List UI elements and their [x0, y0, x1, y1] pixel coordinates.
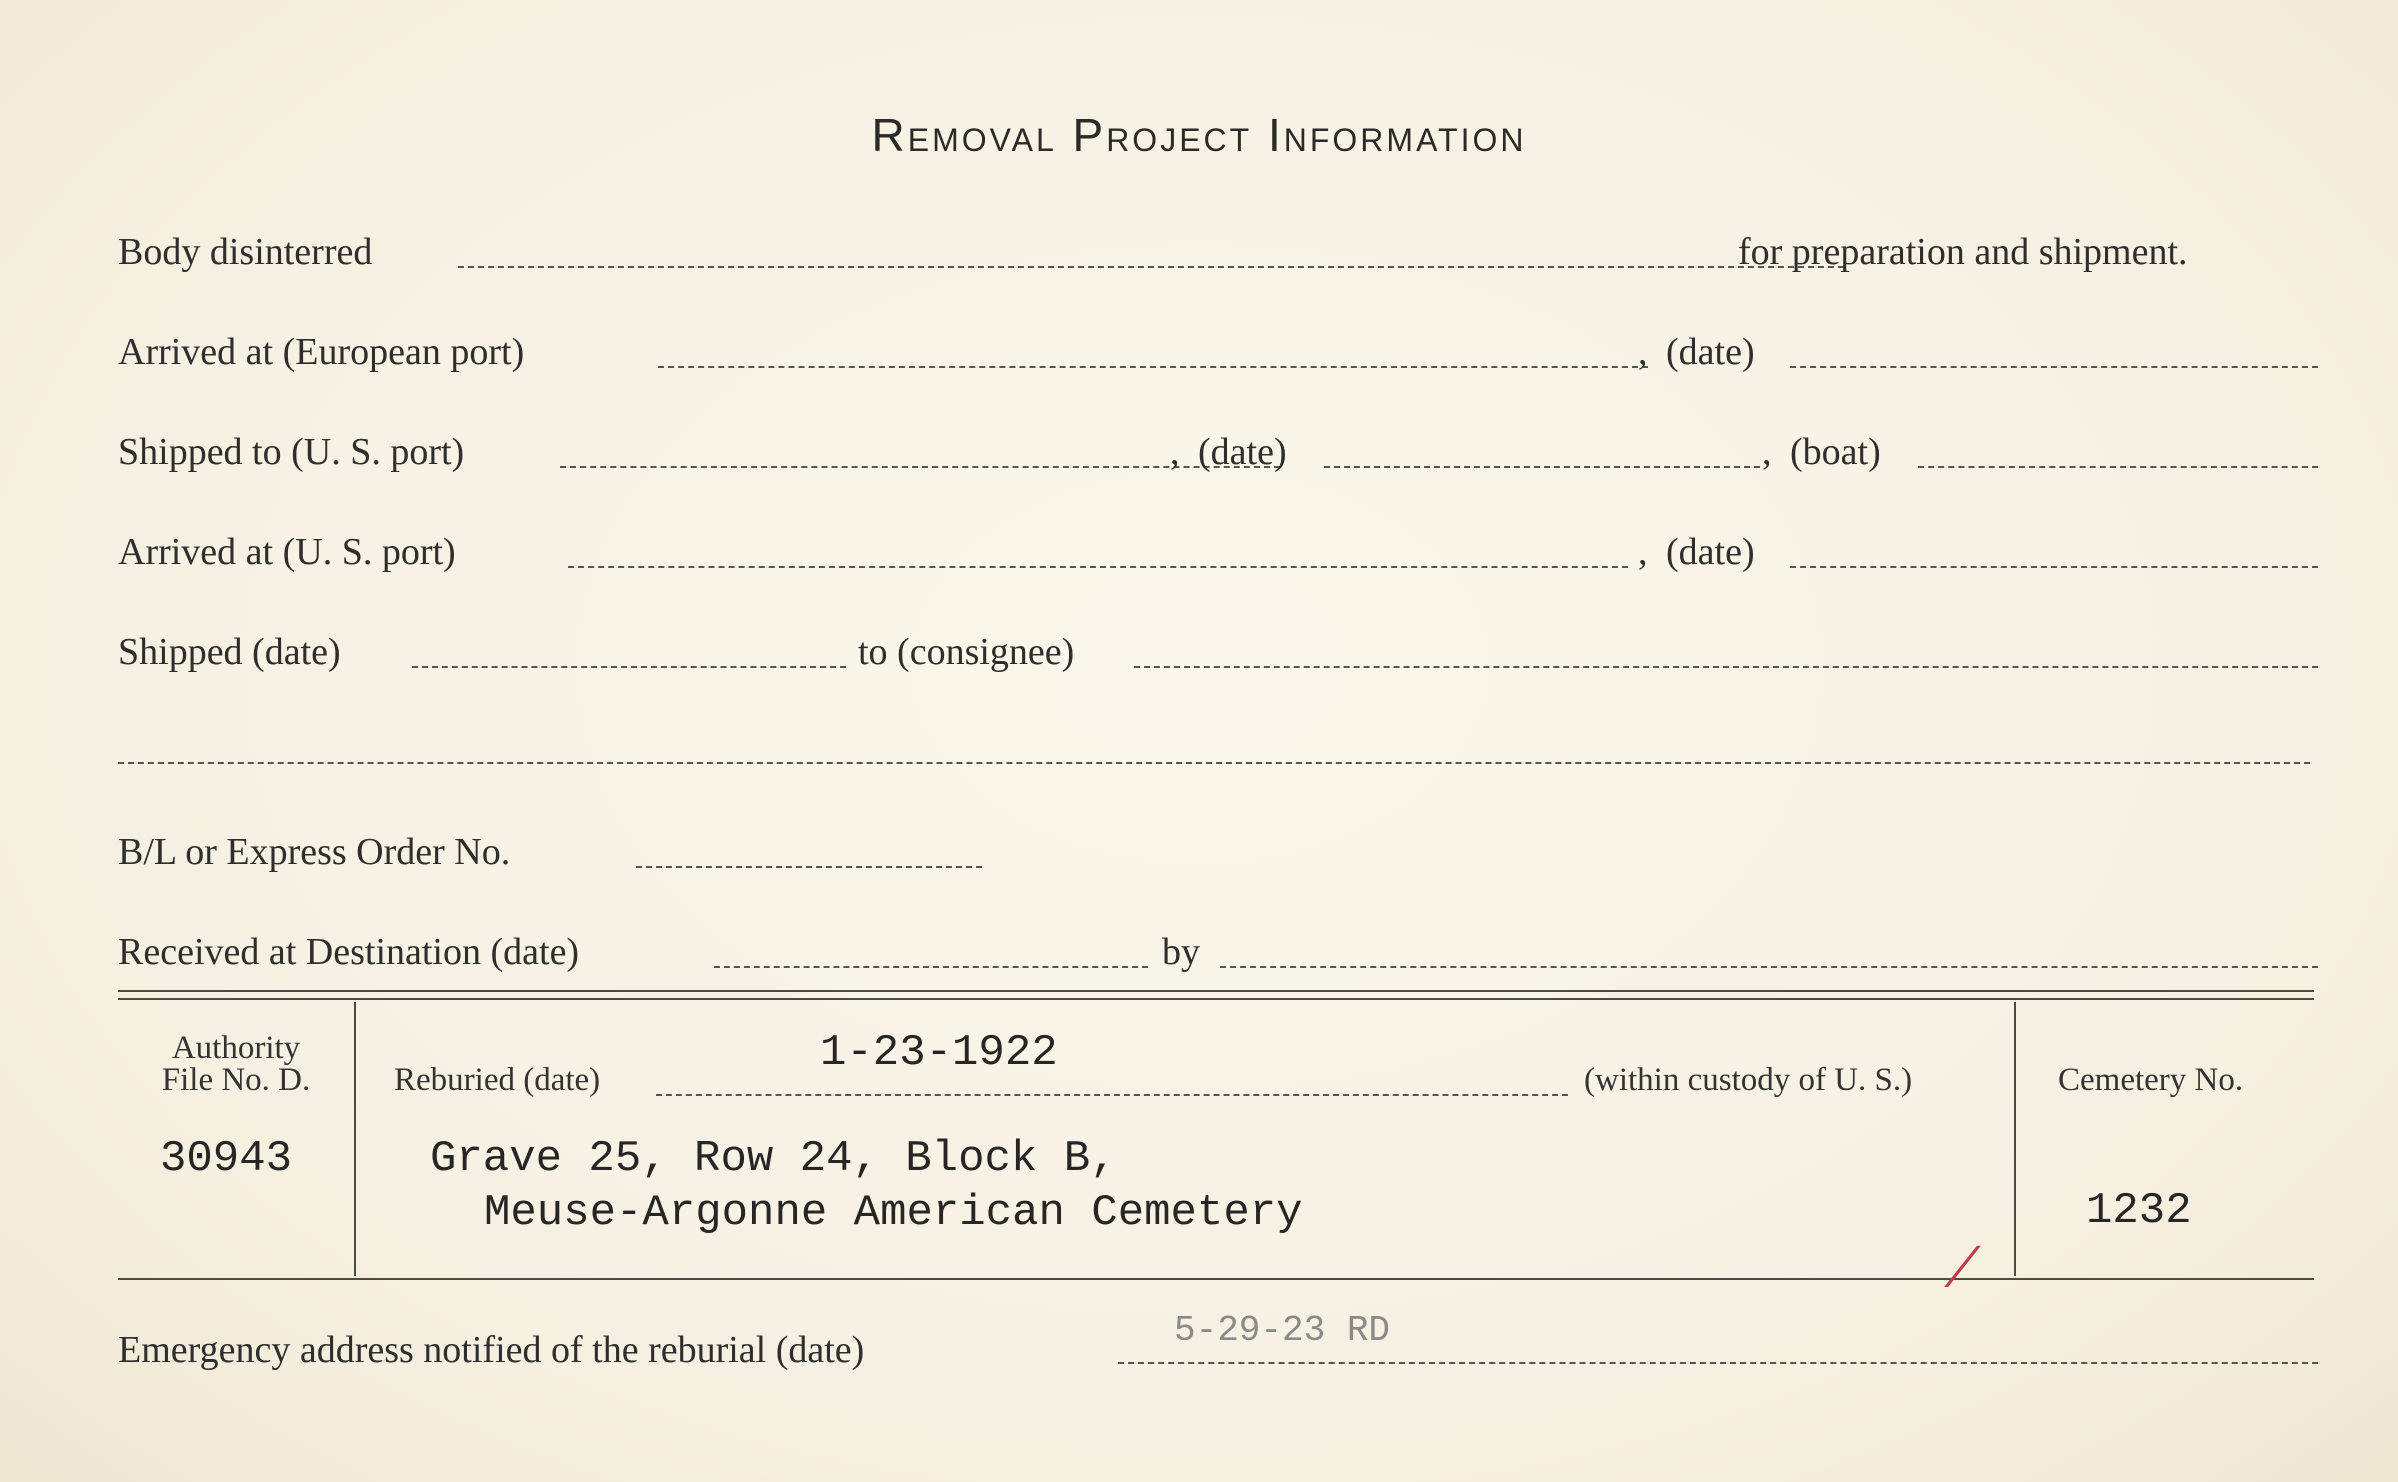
reburied-date-field [656, 1094, 1568, 1096]
red-check-mark-icon: ⁄ [1958, 1236, 1968, 1299]
by-label: by [1162, 931, 1200, 973]
emergency-date-stamp: 5-29-23 RD [1174, 1310, 1391, 1351]
date-label: (date) [1666, 531, 1755, 573]
file-no-label: File No. D. [161, 1062, 311, 1098]
shipped-on-date-field[interactable] [412, 666, 846, 668]
row-arrived-european [118, 322, 2318, 382]
bl-order-field[interactable] [636, 866, 982, 868]
boat-field[interactable] [1918, 466, 2318, 468]
shipped-date-label: Shipped (date) [118, 631, 341, 673]
cemetery-no-label: Cemetery No. [2058, 1062, 2244, 1098]
arrived-us-date-field[interactable] [1790, 566, 2318, 568]
european-date-field[interactable] [1790, 366, 2318, 368]
record-box-divider-right [2014, 1002, 2016, 1276]
record-box-top-rule [118, 990, 2314, 1000]
to-consignee-label: to (consignee) [858, 631, 1075, 673]
custody-label: (within custody of U. S.) [1584, 1062, 1913, 1098]
shipped-us-port-label: Shipped to (U. S. port) [118, 431, 465, 473]
reburied-date-value: 1-23-1922 [820, 1028, 1058, 1078]
row-bl-order [118, 822, 2318, 882]
received-by-field[interactable] [1220, 966, 2318, 968]
date-label: (date) [1666, 331, 1755, 373]
reburied-date-label: Reburied (date) [394, 1062, 601, 1098]
grave-location-line-1: Grave 25, Row 24, Block B, [430, 1134, 1117, 1184]
row-body-disinterred [118, 222, 2318, 282]
boat-label: (boat) [1790, 431, 1881, 473]
consignee-continuation-field[interactable] [118, 762, 2310, 764]
authority-file-number: 30943 [160, 1134, 293, 1184]
row-shipped-us-port [118, 422, 2318, 482]
for-preparation-label: for preparation and shipment. [1738, 231, 2188, 273]
record-box-divider-left [354, 1002, 356, 1276]
bl-order-label: B/L or Express Order No. [118, 831, 511, 873]
body-disinterred-label: Body disinterred [118, 231, 373, 273]
received-destination-label: Received at Destination (date) [118, 931, 580, 973]
body-disinterred-field[interactable] [458, 266, 1844, 268]
comma: , [1170, 431, 1180, 473]
arrived-us-port-label: Arrived at (U. S. port) [118, 531, 456, 573]
authority-label: Authority [171, 1030, 301, 1066]
row-arrived-us-port [118, 522, 2318, 582]
emergency-label: Emergency address notified of the reburial (date) [118, 1329, 865, 1371]
arrived-us-port-field[interactable] [568, 566, 1628, 568]
shipped-date-field[interactable] [1324, 466, 1760, 468]
comma: , [1762, 431, 1772, 473]
row-shipped-consignee [118, 622, 2318, 682]
record-box-bottom-rule [118, 1278, 2314, 1280]
comma: , [1638, 531, 1648, 573]
grave-location-line-2: Meuse-Argonne American Cemetery [484, 1188, 1303, 1238]
consignee-field[interactable] [1134, 666, 2318, 668]
row-received-destination [118, 922, 2318, 982]
european-port-field[interactable] [658, 366, 1648, 368]
date-label: (date) [1198, 431, 1287, 473]
comma: , [1638, 331, 1648, 373]
form-title: Removal Project Information [871, 109, 1527, 161]
cemetery-number: 1232 [2086, 1186, 2192, 1236]
emergency-date-field[interactable] [1118, 1362, 2318, 1364]
arrived-european-label: Arrived at (European port) [118, 331, 525, 373]
received-date-field[interactable] [714, 966, 1148, 968]
